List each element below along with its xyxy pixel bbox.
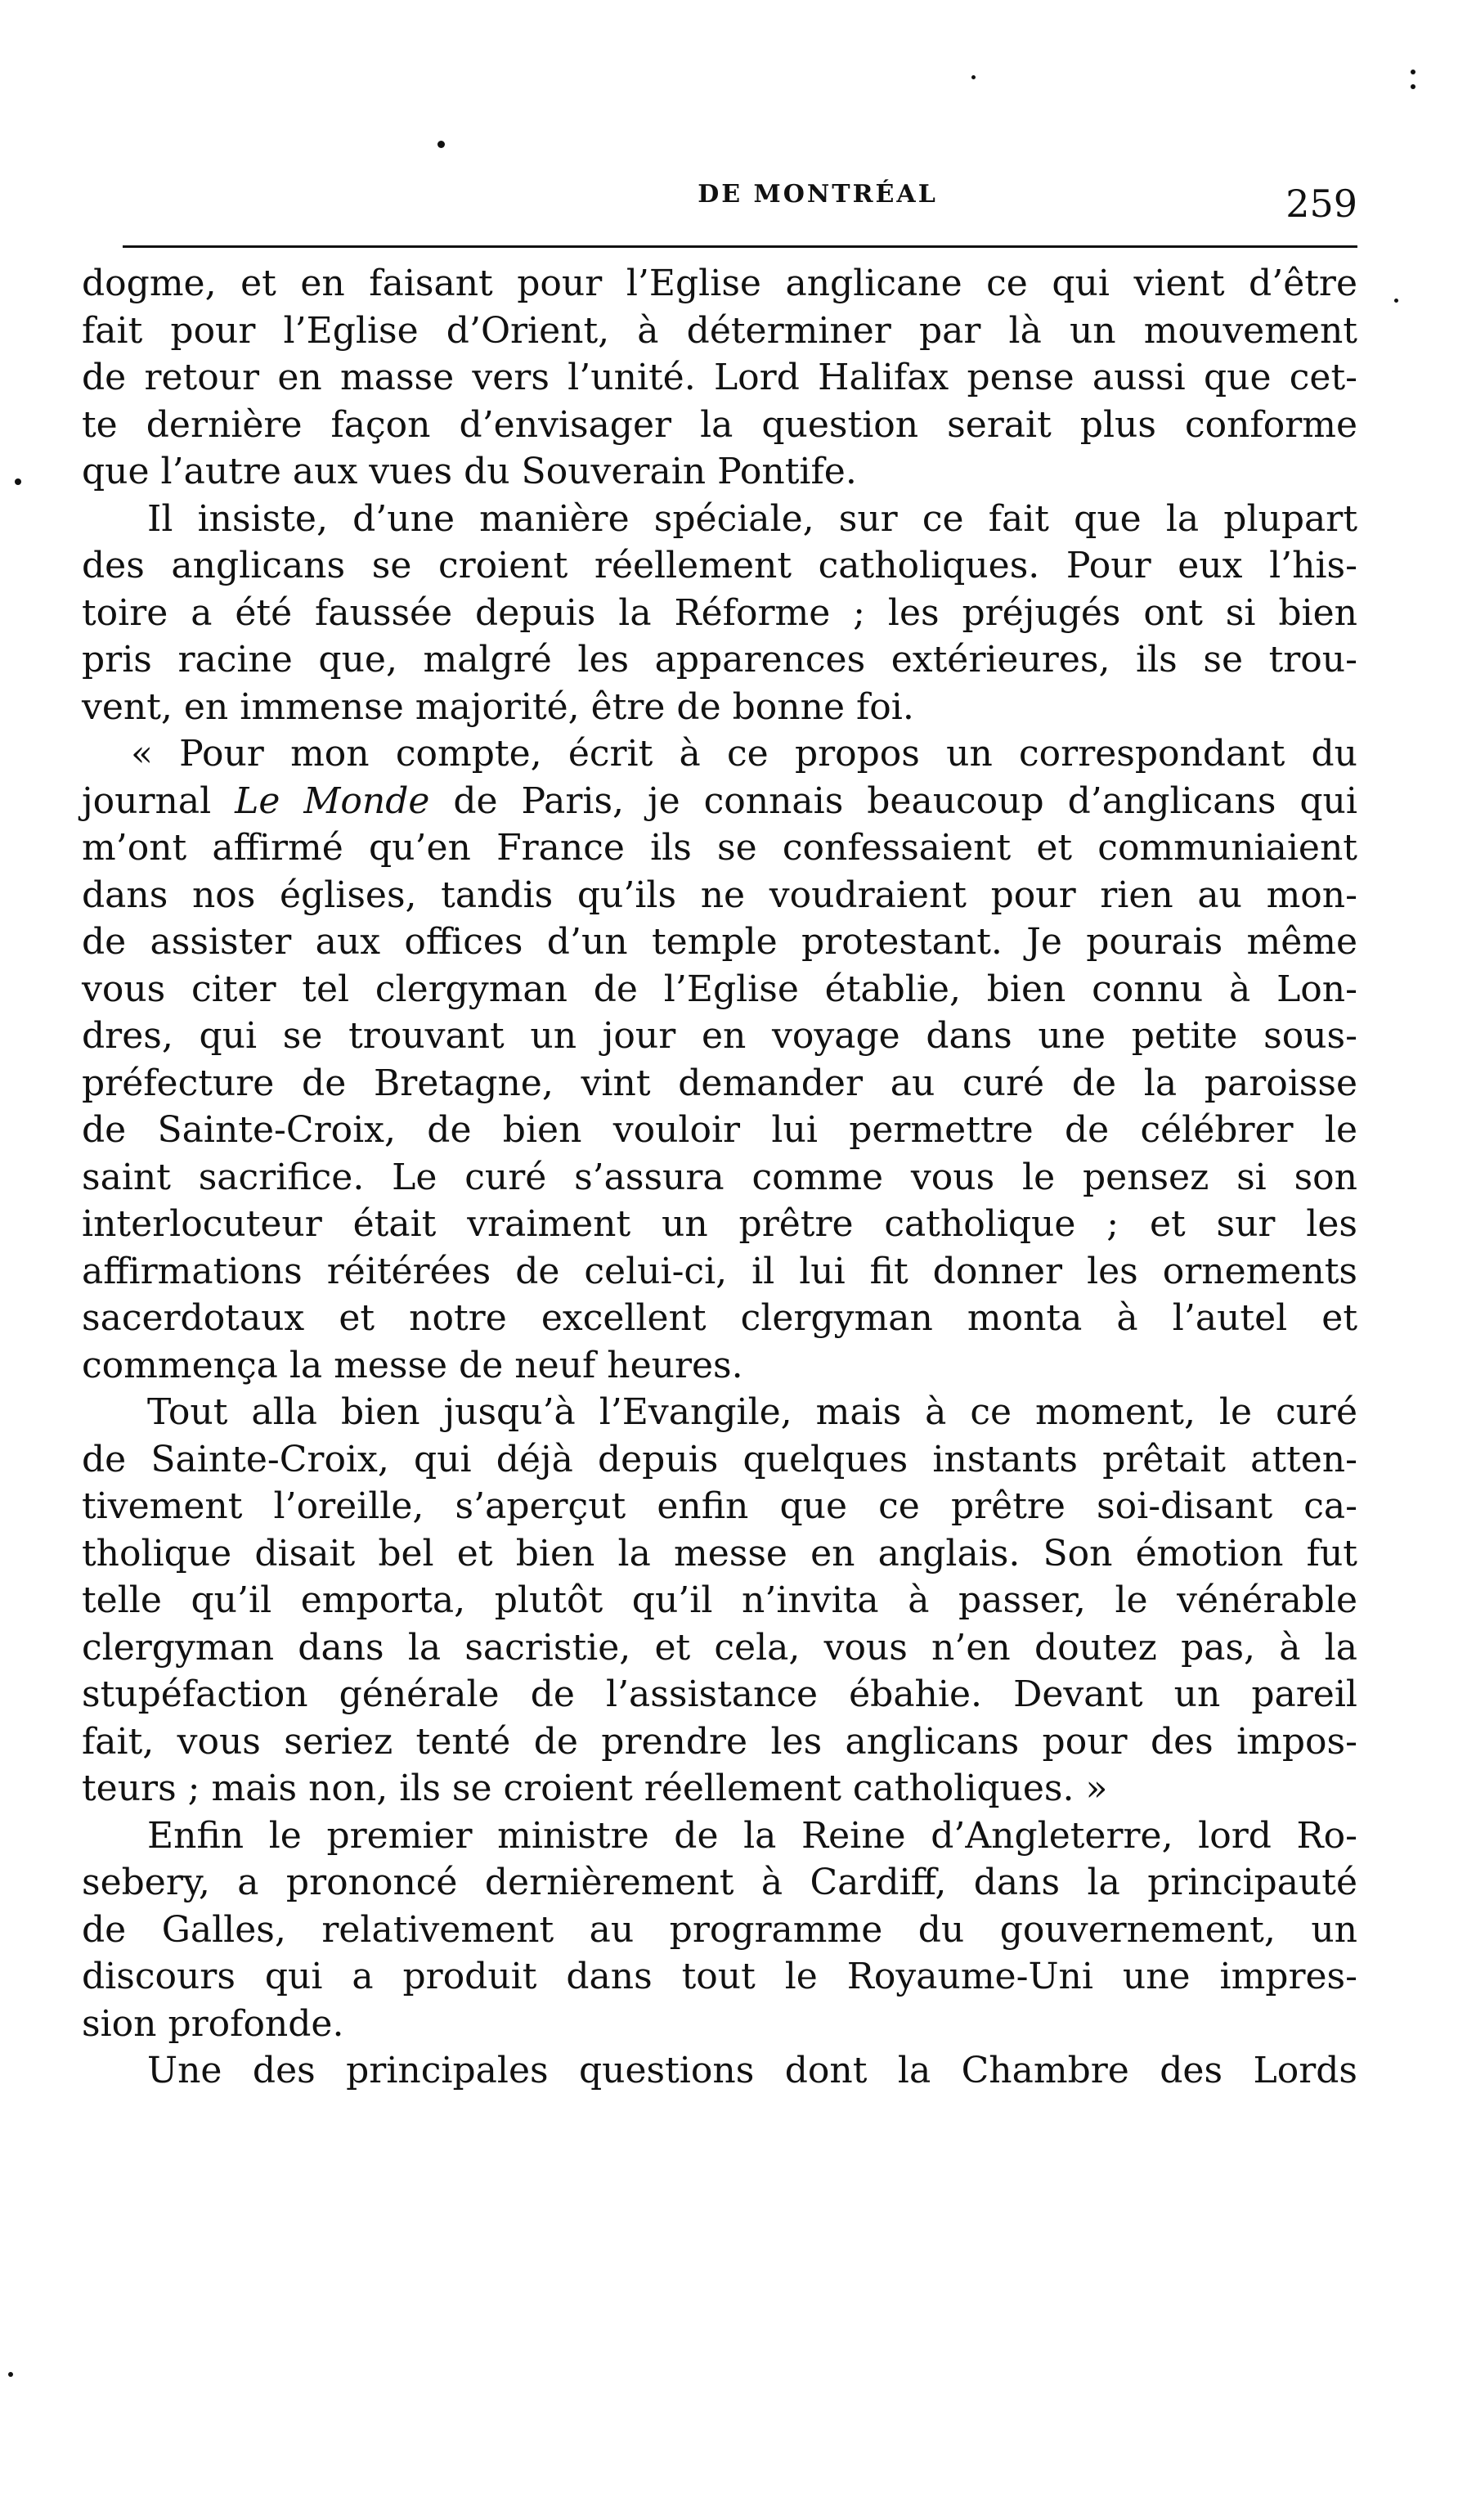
text-fragment: de Paris, je connais beaucoup d’anglicans qui [453, 779, 1357, 822]
text-line: sebery, a prononcé dernièrement à Cardiff, dans la principauté [82, 1862, 1357, 1903]
text-line: tivement l’oreille, s’aperçut enfin que ce prêtre soi-disant ca- [82, 1485, 1357, 1527]
text-line: dogme, et en faisant pour l’Eglise anglicane ce qui vient d’être [82, 263, 1357, 304]
text-line: pris racine que, malgré les apparences extérieures, ils se trou- [82, 639, 1357, 681]
text-line: « Pour mon compte, écrit à ce propos un correspondant du [131, 733, 1357, 775]
text-line: sion profonde. [82, 2002, 344, 2045]
text-line: m’ont affirmé qu’en France ils se confessaient et communiaient [82, 827, 1357, 869]
ink-speck [1411, 84, 1415, 89]
ink-speck [437, 141, 445, 148]
text-line: vous citer tel clergyman de l’Eglise établie, bien connu à Lon- [82, 968, 1357, 1010]
body-text [82, 260, 1357, 2095]
text-line: de retour en masse vers l’unité. Lord Halifax pense aussi que cet- [82, 357, 1357, 398]
text-line: stupéfaction générale de l’assistance ébahie. Devant un pareil [82, 1673, 1357, 1715]
journal-name: Le Monde [235, 779, 430, 822]
text-line: Tout alla bien jusqu’à l’Evangile, mais à ce moment, le curé [147, 1391, 1357, 1433]
ink-speck [1411, 70, 1415, 74]
text-line: commença la messe de neuf heures. [82, 1344, 743, 1386]
text-line: dans nos églises, tandis qu’ils ne voudraient pour rien au mon- [82, 874, 1357, 916]
text-line: interlocuteur était vraiment un prêtre catholique ; et sur les [82, 1203, 1357, 1245]
text-line: affirmations réitérées de celui-ci, il lui fit donner les ornements [82, 1250, 1357, 1292]
header-rule [123, 245, 1357, 248]
text-line: Une des principales questions dont la Chambre des Lords [147, 2050, 1357, 2091]
text-line: tholique disait bel et bien la messe en anglais. Son émotion fut [82, 1532, 1357, 1574]
running-title: DE MONTRÉAL [698, 180, 938, 209]
paragraph [82, 260, 1357, 496]
page-number: 259 [1285, 182, 1357, 226]
text-line: de Sainte-Croix, qui déjà depuis quelques instants prêtait atten- [82, 1438, 1357, 1480]
text-line: clergyman dans la sacristie, et cela, vous n’en doutez pas, à la [82, 1626, 1357, 1669]
ink-speck [1394, 299, 1398, 303]
text-line: te dernière façon d’envisager la question serait plus conforme [82, 403, 1357, 446]
text-line: teurs ; mais non, ils se croient réellement catholiques. » [82, 1768, 1108, 1809]
text-line: dres, qui se trouvant un jour en voyage dans une petite sous- [82, 1015, 1357, 1057]
text-line: fait pour l’Eglise d’Orient, à déterminer par là un mouvement [82, 309, 1357, 352]
paragraph [82, 496, 1357, 731]
paragraph [82, 730, 1357, 1389]
ink-speck [8, 2372, 13, 2377]
text-line: telle qu’il emporta, plutôt qu’il n’invita à passer, le vénérable [82, 1579, 1357, 1621]
text-line [82, 778, 1357, 825]
text-line: des anglicans se croient réellement catholiques. Pour eux l’his- [82, 545, 1357, 586]
page-header [123, 172, 1357, 237]
text-line: de Galles, relativement au programme du gouvernement, un [82, 1908, 1357, 1951]
paragraph [82, 1389, 1357, 1813]
text-line: de assister aux offices d’un temple protestant. Je pourais même [82, 921, 1357, 963]
paragraph [82, 1813, 1357, 2048]
ink-speck [15, 478, 21, 485]
text-line: saint sacrifice. Le curé s’assura comme vous le pensez si son [82, 1156, 1357, 1198]
paragraph [82, 2047, 1357, 2095]
text-line: que l’autre aux vues du Souverain Pontife. [82, 451, 857, 492]
text-line: vent, en immense majorité, être de bonne foi. [82, 685, 914, 728]
text-line: préfecture de Bretagne, vint demander au curé de la paroisse [82, 1062, 1357, 1104]
text-fragment: journal [82, 779, 212, 822]
text-line: sacerdotaux et notre excellent clergyman monta à l’autel et [82, 1297, 1357, 1339]
text-line: de Sainte-Croix, de bien vouloir lui permettre de célébrer le [82, 1109, 1357, 1151]
text-line: Enfin le premier ministre de la Reine d’Angleterre, lord Ro- [147, 1814, 1357, 1857]
text-line: discours qui a produit dans tout le Royaume-Uni une impres- [82, 1956, 1357, 1997]
text-line: toire a été faussée depuis la Réforme ; les préjugés ont si bien [82, 591, 1357, 634]
text-line: Il insiste, d’une manière spéciale, sur ce fait que la plupart [147, 497, 1357, 540]
ink-speck [971, 75, 976, 79]
text-line: fait, vous seriez tenté de prendre les anglicans pour des impos- [82, 1720, 1357, 1763]
